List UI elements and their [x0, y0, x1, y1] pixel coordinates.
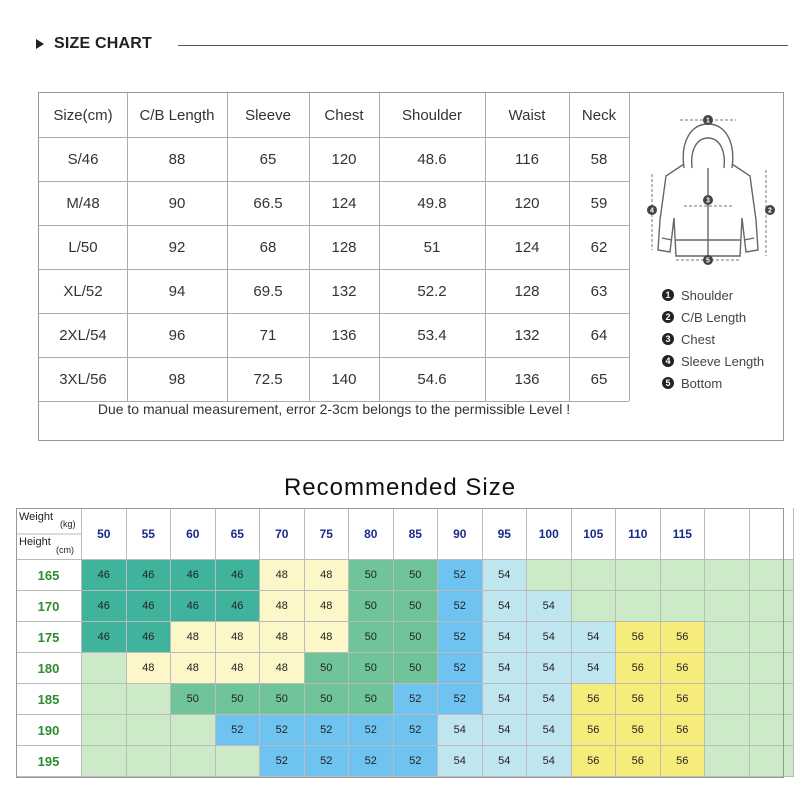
- size-grid-cell: 52: [260, 715, 305, 746]
- size-grid-cell: 54: [483, 591, 528, 622]
- size-grid-cell: 52: [349, 746, 394, 777]
- column-divider: [227, 313, 228, 357]
- column-divider: [309, 269, 310, 313]
- legend-label: Shoulder: [681, 287, 734, 303]
- size-table-row: [39, 357, 629, 401]
- size-table-row: [39, 269, 629, 313]
- size-grid-cell: 56: [661, 684, 706, 715]
- size-grid-cell: 52: [438, 653, 483, 684]
- weight-header-cell: 50: [82, 508, 127, 560]
- size-table-cell: 71: [259, 326, 277, 344]
- size-grid-cell: [750, 715, 795, 746]
- size-grid-cell: 50: [171, 684, 216, 715]
- legend-label: Sleeve Length: [681, 353, 765, 369]
- size-grid-cell: [572, 591, 617, 622]
- height-header-cell: 195: [16, 746, 82, 777]
- size-table-header-cell: Shoulder: [401, 106, 463, 124]
- size-grid-cell: [616, 591, 661, 622]
- legend-item: [662, 350, 764, 372]
- column-divider: [629, 225, 630, 269]
- size-table-cell: M/48: [66, 194, 100, 212]
- size-grid-cell: [527, 560, 572, 591]
- column-divider: [629, 137, 630, 181]
- column-divider: [379, 269, 380, 313]
- size-grid-cell: 54: [527, 591, 572, 622]
- column-divider: [569, 181, 570, 225]
- size-grid-cell: 54: [527, 622, 572, 653]
- size-table-cell: 65: [590, 370, 608, 388]
- column-divider: [485, 225, 486, 269]
- size-grid-cell: 52: [349, 715, 394, 746]
- size-table-row: [39, 225, 629, 269]
- size-table-cell: 98: [168, 370, 186, 388]
- legend-number: 1: [662, 289, 674, 301]
- column-divider: [629, 269, 630, 313]
- size-table-cell: 53.4: [417, 326, 447, 344]
- size-grid-cell: 50: [260, 684, 305, 715]
- hoodie-diagram: [632, 110, 784, 270]
- hoodie-icon: [632, 110, 784, 270]
- size-grid-cell: 48: [260, 591, 305, 622]
- size-grid-cell: [705, 653, 750, 684]
- column-divider: [127, 313, 128, 357]
- legend-label: Bottom: [681, 375, 723, 391]
- weight-header-cell: [705, 508, 750, 560]
- size-table-cell: 48.6: [417, 150, 447, 168]
- size-grid-cell: [750, 591, 795, 622]
- weight-header-cell: 115: [661, 508, 706, 560]
- size-table-cell: 136: [331, 326, 357, 344]
- size-grid-cell: [572, 560, 617, 591]
- size-grid-cell: [127, 715, 172, 746]
- recommended-size-title: Recommended Size: [283, 474, 517, 501]
- weight-header-cell: 105: [572, 508, 617, 560]
- size-grid-cell: [127, 684, 172, 715]
- size-grid-cell: 48: [260, 653, 305, 684]
- column-divider: [569, 313, 570, 357]
- size-grid-cell: 56: [661, 746, 706, 777]
- size-grid-cell: 52: [438, 591, 483, 622]
- size-table-header-cell: Sleeve: [245, 106, 291, 124]
- size-table-cell: 51: [423, 238, 441, 256]
- size-grid-cell: 52: [260, 746, 305, 777]
- size-grid-cell: 50: [394, 560, 439, 591]
- size-grid-cell: [127, 746, 172, 777]
- size-table-cell: 120: [331, 150, 357, 168]
- size-grid-cell: [661, 560, 706, 591]
- size-table-cell: 62: [590, 238, 608, 256]
- size-grid-cell: 50: [394, 591, 439, 622]
- column-divider: [569, 269, 570, 313]
- size-table-row: [39, 181, 629, 225]
- column-divider: [569, 93, 570, 137]
- size-grid-cell: 50: [349, 560, 394, 591]
- size-grid-cell: 52: [438, 684, 483, 715]
- size-grid-cell: 54: [527, 684, 572, 715]
- marker-4: 4: [650, 207, 654, 215]
- size-grid-cell: [750, 746, 795, 777]
- size-grid-cell: 52: [394, 684, 439, 715]
- size-grid-cell: 46: [127, 622, 172, 653]
- size-table-cell: 49.8: [417, 194, 447, 212]
- size-grid-cell: 56: [572, 684, 617, 715]
- size-table-cell: 140: [331, 370, 357, 388]
- size-table-cell: 65: [259, 150, 277, 168]
- column-divider: [629, 181, 630, 225]
- weight-header-cell: 75: [305, 508, 350, 560]
- size-grid-cell: 48: [305, 591, 350, 622]
- column-divider: [127, 225, 128, 269]
- column-divider: [379, 225, 380, 269]
- column-divider: [227, 357, 228, 401]
- height-header-cell: 180: [16, 653, 82, 684]
- size-grid-cell: 46: [82, 591, 127, 622]
- size-table-cell: 94: [168, 282, 186, 300]
- legend-number: 4: [662, 355, 674, 367]
- size-table-cell: 58: [590, 150, 608, 168]
- height-unit: (cm): [56, 545, 74, 555]
- size-grid-cell: 52: [438, 622, 483, 653]
- size-grid-cell: 46: [216, 591, 261, 622]
- column-divider: [227, 181, 228, 225]
- size-table-cell: 63: [590, 282, 608, 300]
- size-grid-cell: 56: [616, 622, 661, 653]
- size-table-cell: 132: [514, 326, 540, 344]
- size-grid-cell: 48: [216, 622, 261, 653]
- size-grid-cell: 56: [616, 746, 661, 777]
- size-table-cell: S/46: [67, 150, 99, 168]
- size-grid-cell: 48: [127, 653, 172, 684]
- diagram-legend: [662, 284, 764, 394]
- column-divider: [485, 313, 486, 357]
- legend-item: [662, 328, 764, 350]
- weight-header-cell: 60: [171, 508, 216, 560]
- legend-label: C/B Length: [681, 309, 747, 325]
- size-grid-cell: 54: [483, 560, 528, 591]
- size-grid-cell: 50: [394, 622, 439, 653]
- size-grid-cell: 46: [82, 560, 127, 591]
- size-grid-cell: 50: [349, 684, 394, 715]
- size-grid-cell: 54: [527, 746, 572, 777]
- size-grid-cell: [82, 684, 127, 715]
- size-grid-cell: 56: [616, 684, 661, 715]
- size-grid-cell: [171, 715, 216, 746]
- size-table-cell: 128: [514, 282, 540, 300]
- column-divider: [485, 93, 486, 137]
- column-divider: [227, 137, 228, 181]
- size-grid-cell: 50: [305, 653, 350, 684]
- legend-number: 3: [662, 333, 674, 345]
- size-grid-cell: [82, 715, 127, 746]
- size-table-cell: 2XL/54: [59, 326, 107, 344]
- size-grid-cell: 50: [305, 684, 350, 715]
- size-grid-cell: 56: [661, 653, 706, 684]
- size-grid-cell: 46: [127, 560, 172, 591]
- size-table-cell: XL/52: [63, 282, 103, 300]
- size-grid-cell: [82, 653, 127, 684]
- size-table-cell: 64: [590, 326, 608, 344]
- size-grid-cell: [750, 560, 795, 591]
- weight-header-cell: [750, 508, 795, 560]
- weight-header-cell: 70: [260, 508, 305, 560]
- column-divider: [379, 137, 380, 181]
- size-chart-header: [36, 34, 786, 56]
- size-grid-cell: 56: [616, 653, 661, 684]
- column-divider: [379, 93, 380, 137]
- size-grid-cell: [171, 746, 216, 777]
- size-grid-cell: 46: [82, 622, 127, 653]
- size-grid-cell: [705, 715, 750, 746]
- size-grid-cell: 54: [483, 684, 528, 715]
- column-divider: [127, 137, 128, 181]
- size-table-header-row: [39, 93, 629, 137]
- size-table-cell: 68: [259, 238, 277, 256]
- legend-number: 5: [662, 377, 674, 389]
- size-grid-cell: 52: [305, 746, 350, 777]
- size-grid-cell: 54: [483, 746, 528, 777]
- column-divider: [569, 225, 570, 269]
- size-table-cell: 128: [331, 238, 357, 256]
- triangle-icon: [36, 39, 44, 49]
- size-table-header-cell: Waist: [508, 106, 546, 124]
- weight-header-cell: 55: [127, 508, 172, 560]
- column-divider: [485, 357, 486, 401]
- header-rule: [178, 45, 788, 46]
- size-table-cell: 92: [168, 238, 186, 256]
- size-table-cell: 88: [168, 150, 186, 168]
- size-grid-cell: 56: [616, 715, 661, 746]
- size-table-cell: 120: [514, 194, 540, 212]
- size-table-row: [39, 137, 629, 181]
- size-table-cell: 52.2: [417, 282, 447, 300]
- size-grid-cell: [216, 746, 261, 777]
- column-divider: [309, 137, 310, 181]
- size-grid-cell: 54: [527, 715, 572, 746]
- size-grid-cell: [616, 560, 661, 591]
- column-divider: [309, 181, 310, 225]
- column-divider: [127, 357, 128, 401]
- size-table-cell: 124: [331, 194, 357, 212]
- column-divider: [127, 269, 128, 313]
- size-table-cell: L/50: [68, 238, 98, 256]
- size-grid-cell: 56: [661, 715, 706, 746]
- weight-header-cell: 110: [616, 508, 661, 560]
- column-divider: [379, 313, 380, 357]
- legend-number: 2: [662, 311, 674, 323]
- height-header-cell: 165: [16, 560, 82, 591]
- size-grid-cell: 48: [260, 560, 305, 591]
- size-grid-cell: 46: [171, 591, 216, 622]
- size-grid-cell: 56: [572, 746, 617, 777]
- size-table-cell: 124: [514, 238, 540, 256]
- column-divider: [309, 93, 310, 137]
- size-grid-cell: 52: [394, 715, 439, 746]
- size-grid-cell: 48: [305, 622, 350, 653]
- legend-label: Chest: [681, 331, 715, 347]
- column-divider: [485, 269, 486, 313]
- size-table-header-cell: Chest: [324, 106, 364, 124]
- size-grid-cell: 48: [260, 622, 305, 653]
- column-divider: [309, 313, 310, 357]
- column-divider: [485, 181, 486, 225]
- column-divider: [309, 357, 310, 401]
- column-divider: [227, 269, 228, 313]
- weight-header-cell: 85: [394, 508, 439, 560]
- column-divider: [629, 357, 630, 401]
- column-divider: [379, 181, 380, 225]
- weight-header-cell: 80: [349, 508, 394, 560]
- legend-item: [662, 372, 764, 394]
- size-table-cell: 3XL/56: [59, 370, 107, 388]
- size-grid-cell: [750, 684, 795, 715]
- size-grid-cell: [705, 746, 750, 777]
- size-grid-cell: 54: [483, 653, 528, 684]
- weight-header-cell: 95: [483, 508, 528, 560]
- size-grid-cell: [750, 653, 795, 684]
- size-grid-cell: 46: [171, 560, 216, 591]
- size-table-cell: 132: [331, 282, 357, 300]
- size-table-cell: 136: [514, 370, 540, 388]
- grid-corner-header: [16, 508, 82, 560]
- size-table-cell: 59: [590, 194, 608, 212]
- recommended-size-grid: [16, 508, 784, 778]
- size-table-cell: 72.5: [253, 370, 283, 388]
- marker-5: 5: [706, 257, 710, 265]
- size-table-header-cell: C/B Length: [139, 106, 215, 124]
- size-grid-cell: 54: [483, 715, 528, 746]
- size-grid-cell: [705, 622, 750, 653]
- weight-label: Weight: [19, 511, 54, 523]
- column-divider: [127, 93, 128, 137]
- size-grid-cell: 54: [438, 715, 483, 746]
- column-divider: [629, 313, 630, 357]
- size-grid-cell: 52: [216, 715, 261, 746]
- size-grid-cell: 54: [572, 622, 617, 653]
- size-grid-cell: [661, 591, 706, 622]
- marker-3: 3: [706, 197, 710, 205]
- height-header-cell: 185: [16, 684, 82, 715]
- height-header-cell: 190: [16, 715, 82, 746]
- size-table-cell: 66.5: [253, 194, 283, 212]
- marker-2: 2: [768, 207, 772, 215]
- column-divider: [379, 357, 380, 401]
- size-grid-cell: 48: [171, 622, 216, 653]
- height-label: Height: [19, 536, 51, 548]
- size-table-cell: 96: [168, 326, 186, 344]
- size-grid-cell: 52: [438, 560, 483, 591]
- size-table-header-cell: Size(cm): [53, 106, 113, 124]
- size-grid-cell: [705, 591, 750, 622]
- size-grid-cell: 54: [483, 622, 528, 653]
- size-chart-title: SIZE CHART: [54, 35, 152, 52]
- size-grid-cell: 48: [216, 653, 261, 684]
- size-grid-cell: 50: [216, 684, 261, 715]
- marker-1: 1: [706, 117, 710, 125]
- size-grid-cell: [705, 684, 750, 715]
- size-grid-cell: 46: [216, 560, 261, 591]
- size-grid-cell: 56: [572, 715, 617, 746]
- size-grid-cell: 54: [438, 746, 483, 777]
- size-table-cell: 54.6: [417, 370, 447, 388]
- weight-header-cell: 65: [216, 508, 261, 560]
- height-header-cell: 170: [16, 591, 82, 622]
- size-grid-cell: 50: [394, 653, 439, 684]
- size-table-cell: 90: [168, 194, 186, 212]
- column-divider: [127, 181, 128, 225]
- column-divider: [227, 93, 228, 137]
- column-divider: [485, 137, 486, 181]
- legend-item: [662, 284, 764, 306]
- size-grid-cell: [750, 622, 795, 653]
- column-divider: [569, 137, 570, 181]
- size-grid-cell: [82, 746, 127, 777]
- size-grid-cell: 50: [349, 622, 394, 653]
- weight-header-cell: 90: [438, 508, 483, 560]
- size-grid-cell: 52: [305, 715, 350, 746]
- size-grid-cell: 48: [171, 653, 216, 684]
- column-divider: [309, 225, 310, 269]
- weight-unit: (kg): [60, 519, 76, 529]
- size-table-cell: 69.5: [253, 282, 283, 300]
- size-grid-cell: 48: [305, 560, 350, 591]
- column-divider: [227, 225, 228, 269]
- size-table-header-cell: Neck: [581, 106, 617, 124]
- weight-header-cell: 100: [527, 508, 572, 560]
- size-grid-cell: 52: [394, 746, 439, 777]
- column-divider: [629, 93, 630, 137]
- size-grid-cell: 50: [349, 591, 394, 622]
- size-table-cell: 116: [515, 150, 539, 168]
- size-table-row: [39, 313, 629, 357]
- size-grid-cell: 50: [349, 653, 394, 684]
- size-grid-cell: 46: [127, 591, 172, 622]
- size-grid-cell: 54: [527, 653, 572, 684]
- size-grid-cell: 54: [572, 653, 617, 684]
- size-grid-cell: [705, 560, 750, 591]
- legend-item: [662, 306, 764, 328]
- height-header-cell: 175: [16, 622, 82, 653]
- size-grid-cell: 56: [661, 622, 706, 653]
- measurement-note: Due to manual measurement, error 2-3cm belongs to the permissible Level !: [97, 401, 571, 417]
- column-divider: [569, 357, 570, 401]
